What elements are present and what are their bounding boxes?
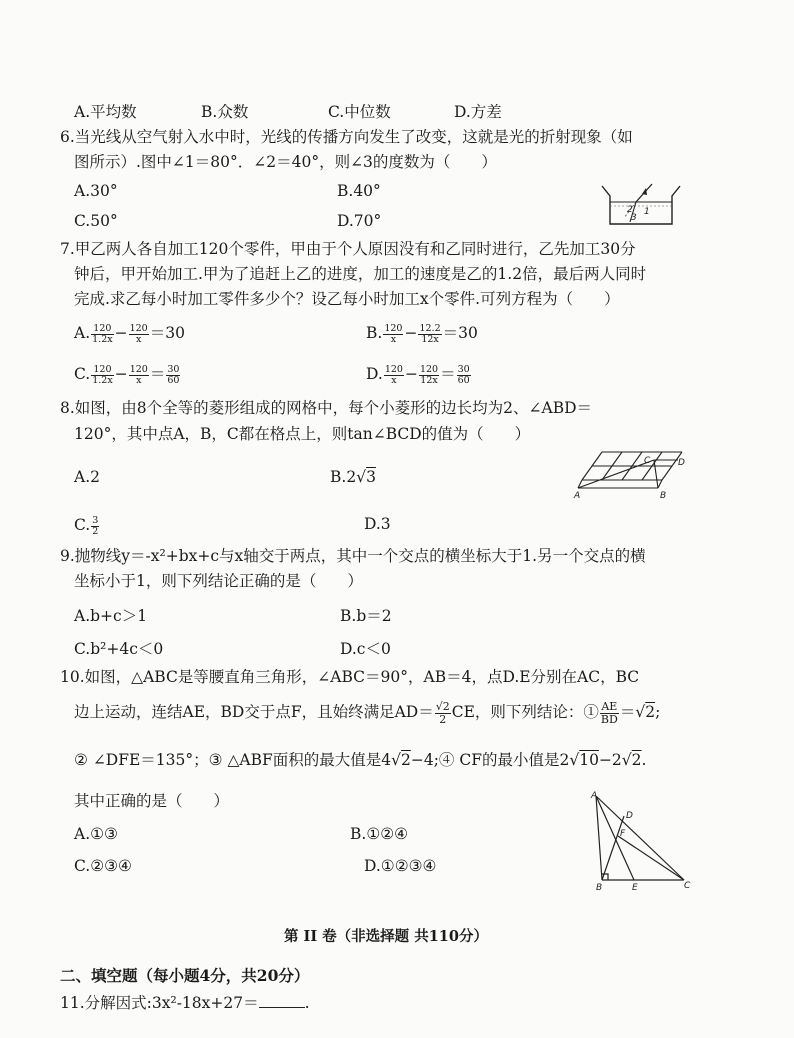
q5-option-d: D.方差 [454,103,502,121]
q7-option-d: D. $\frac{120}{x}$ − $\frac{120}{12x}$ ＝ $\frac{30}{60}$ [366,363,470,386]
q10-option-a: A.①③ [74,825,118,843]
q6-fig-label-1: 1 [644,207,650,217]
fill-in-section-heading: 二、填空题（每小题4分，共20分） [60,966,310,985]
q10-fig-label-d: D [626,811,633,821]
q10-option-b: B.①②④ [350,825,409,843]
section-2-title: 第 II 卷（非选择题 共110分） [284,928,488,945]
fraction: $\frac{120}{12x}$ [419,363,439,386]
q8-option-c: C. $\frac{3}{2}$ [74,514,99,537]
fraction: $\frac{120}{x}$ [384,363,403,386]
fraction: $\frac{120}{x}$ [384,322,403,345]
fraction: $\frac{120}{1.2x}$ [92,322,113,345]
q11-stem: 11.分解因式:3x²-18x+27＝ . [60,994,310,1012]
q8-fig-label-b: B [660,491,667,501]
q6-refraction-figure [600,182,684,228]
q7-stem-line2: 钟后，甲开始加工.甲为了追赶上乙的进度，加工的速度是乙的1.2倍，最后两人同时 [74,265,647,283]
q5-option-a: A.平均数 [74,103,137,121]
q7-option-a: A. $\frac{120}{1.2x}$ − $\frac{120}{x}$ ＝30 [74,322,185,345]
q7-stem-line1: 7.甲乙两人各自加工120个零件，甲由于个人原因没有和乙同时进行，乙先加工30分 [60,240,636,258]
q9-option-a: A.b+c＞1 [74,607,148,625]
q10-fig-label-f: F [620,829,626,839]
q10-triangle-figure [588,788,698,898]
q10-question-prompt: 其中正确的是（ ） [74,792,230,810]
fraction: $\frac{3}{2}$ [92,514,99,537]
q6-option-d: D.70° [337,212,382,230]
fraction: $\frac{30}{60}$ [167,363,180,386]
q7-option-c: C. $\frac{120}{1.2x}$ − $\frac{120}{x}$ ＝ $\frac{30}{60}$ [74,363,180,386]
q10-fig-label-a: A [591,791,598,801]
q9-stem-line1: 9.抛物线y＝-x²+bx+c与x轴交于两点，其中一个交点的横坐标大于1.另一个交点的横 [60,547,646,565]
fraction: $\frac{12.2}{12x}$ [419,322,441,345]
q10-fig-label-b: B [596,883,603,893]
q8-fig-label-c: C [644,456,651,466]
q10-stem-line2: 边上运动，连结AE，BD交于点F，且始终满足AD＝ $\frac{√2}{2}$ CE，则下列结论：① $\frac{AE}{BD}$ ＝√2; [74,699,661,726]
q8-option-d: D.3 [364,515,391,533]
q6-fig-label-2: 2 [627,205,633,215]
q10-option-c: C.②③④ [74,857,132,875]
q10-stem-line1: 10.如图，△ABC是等腰直角三角形，∠ABC＝90°，AB＝4，点D.E分别在AC，BC [60,668,640,686]
fraction: $\frac{30}{60}$ [457,363,470,386]
q5-option-b: B.众数 [201,103,249,121]
q6-option-c: C.50° [74,212,118,230]
q6-stem-line1: 6.当光线从空气射入水中时，光线的传播方向发生了改变，这就是光的折射现象（如 [60,128,633,146]
q9-option-d: D.c＜0 [340,640,391,658]
q6-option-a: A.30° [74,182,118,200]
q8-fig-label-d: D [678,458,685,468]
q8-option-a: A.2 [74,468,100,486]
q10-stem-line3: ② ∠DFE＝135°；③ △ABF面积的最大值是4√2−4;④ CF的最小值是2√10−2√2. [74,751,647,769]
q6-option-b: B.40° [337,182,381,200]
q7-stem-line3: 完成.求乙每小时加工零件多少个？设乙每小时加工x个零件.可列方程为（ ） [74,290,620,308]
q8-stem-line2: 120°，其中点A，B，C都在格点上，则tan∠BCD的值为（ ） [74,425,531,443]
fraction: $\frac{120}{1.2x}$ [92,363,113,386]
q9-stem-line2: 坐标小于1，则下列结论正确的是（ ） [74,572,363,590]
fraction: $\frac{AE}{BD}$ [600,699,618,726]
q7-option-b: B. $\frac{120}{x}$ − $\frac{12.2}{12x}$ ＝30 [366,322,478,345]
fraction: $\frac{√2}{2}$ [435,699,450,726]
q10-fig-label-c: C [684,881,691,891]
fraction: $\frac{120}{x}$ [129,322,148,345]
q10-fig-label-e: E [632,883,638,893]
q5-option-c: C.中位数 [328,103,391,121]
q8-fig-label-a: A [574,491,581,501]
q8-rhombus-grid-figure [572,446,688,502]
q6-stem-line2: 图所示）.图中∠1＝80°．∠2＝40°，则∠3的度数为（ ） [74,153,497,171]
q8-stem-line1: 8.如图，由8个全等的菱形组成的网格中，每个小菱形的边长均为2、∠ABD＝ [60,399,593,417]
q10-option-d: D.①②③④ [364,857,437,875]
q6-fig-label-3: 3 [631,213,637,223]
q11-answer-blank [259,993,305,1008]
q9-option-b: B.b＝2 [340,607,392,625]
q8-option-b: B.2√3 [330,468,376,486]
fraction: $\frac{120}{x}$ [129,363,148,386]
q9-option-c: C.b²+4c＜0 [74,640,164,658]
